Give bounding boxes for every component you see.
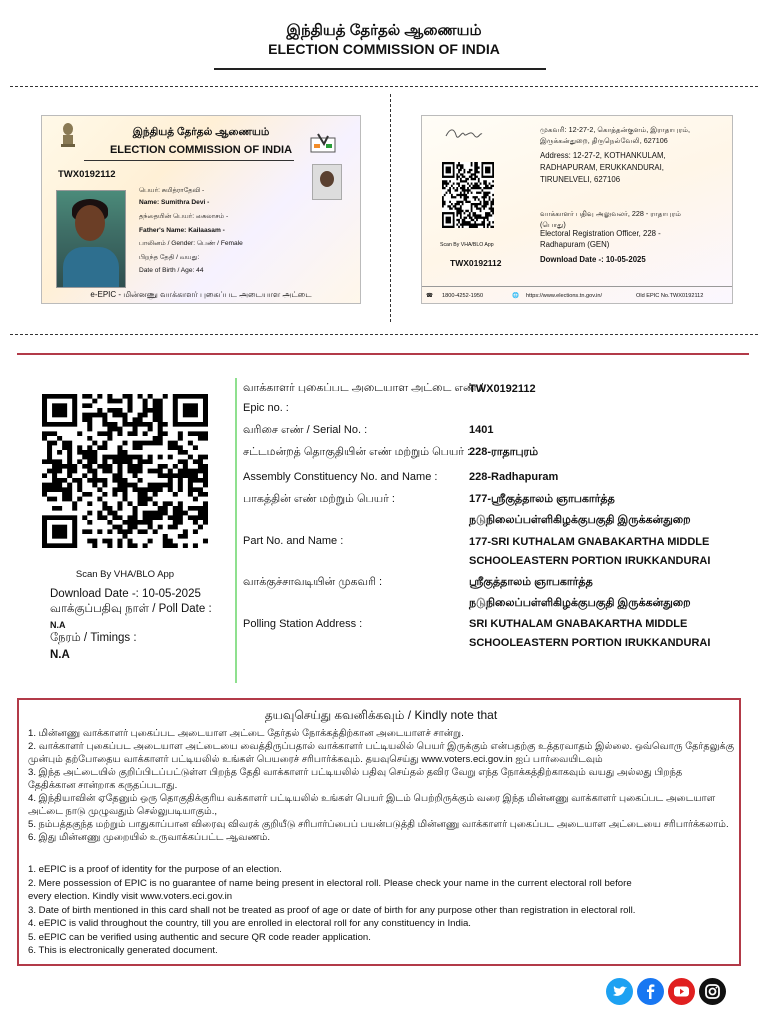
note-tamil-line: அட்டை நாடு முழுவதும் செல்லுபடியாகும்.,: [28, 806, 218, 817]
twitter-icon[interactable]: [606, 978, 633, 1005]
card-title-underline: [84, 160, 294, 161]
address-line3: TIRUNELVELI, 627106: [540, 175, 621, 184]
epic-value: TWX0192112: [469, 383, 536, 395]
card-title-tamil: இந்தியத் தேர்தல் ஆணையம்: [132, 126, 270, 138]
part-value-line2: SCHOOLEASTERN PORTION IRUKKANDURAI: [469, 555, 711, 567]
timings-label: நேரம் / Timings :: [50, 632, 137, 644]
card-scan-label: Scan By VHA/BLO App: [440, 242, 494, 248]
download-date: Download Date -: 10-05-2025: [50, 588, 201, 600]
card-qr-code[interactable]: [442, 162, 494, 228]
section-divider: [17, 353, 749, 355]
card-footer-eepic: e-EPIC - மின்னணு வாக்காளர் புகைப்பட அடையாள அட்டை: [90, 290, 312, 299]
name-english: Name: Sumithra Devi -: [139, 199, 210, 206]
card-epic-number: TWX0192112: [58, 169, 116, 180]
timings-value: N.A: [50, 649, 70, 661]
part-tamil-value-line1: 177-ஸ்ரீகுத்தாலம் ஞாபகார்த்த: [469, 493, 615, 505]
note-tamil-line: 5. நம்பத்தகுந்த மற்றும் பாதுகாப்பான விரைவு விவரக் குறியீடு சரிபார்ப்பைப் பயன்படுத்தி மின்னணு வாக்காளர் புகைப்பட அடையாள அட்டையை சரிபார்க்கலாம்.: [28, 819, 729, 830]
notes-box: [17, 698, 741, 966]
phone-icon: ☎: [426, 293, 433, 299]
note-english-line: 2. Mere possession of EPIC is no guarantee of name being present in electoral roll. Please check your name in the current electoral roll before: [28, 878, 632, 889]
note-english-line: 6. This is electronically generated document.: [28, 945, 218, 956]
card-download-date: Download Date -: 10-05-2025: [540, 255, 646, 264]
ps-tamil-value-line2: நடுநிலைப்பள்ளிகிழக்குபகுதி இருக்கன்துறை: [469, 597, 691, 609]
main-qr-code[interactable]: [42, 394, 208, 548]
note-english-line: every election. Kindly visit www.voters.eci.gov.in: [28, 891, 233, 902]
cut-line-middle: [390, 94, 391, 322]
address-tamil-line2: இருக்கன்துறை, திருநெல்வேலி, 627106: [540, 136, 668, 145]
cut-line-top: [10, 86, 758, 87]
epic-label-line2: Epic no. :: [243, 402, 289, 414]
ac-value: 228-Radhapuram: [469, 471, 559, 483]
note-tamil-line: 1. மின்னணு வாக்காளர் புகைப்பட அடையாள அட்டை தேர்தல் நோக்கத்திற்கான அடையாளச் சான்று.: [28, 728, 464, 739]
notes-title: தயவுசெய்து கவனிக்கவும் / Kindly note that: [264, 708, 498, 722]
dob-english: Date of Birth / Age: 44: [139, 267, 204, 274]
website-link[interactable]: https://www.elections.tn.gov.in/: [526, 293, 603, 299]
part-value-line1: 177-SRI KUTHALAM GNABAKARTHA MIDDLE: [469, 536, 710, 548]
ero-tamil-line1: வாக்காளர் பதிவு அலுவலர், 228 - ராதாபுரம்: [540, 209, 682, 218]
epic-card-front: [41, 115, 361, 304]
ero-line2: Radhapuram (GEN): [540, 240, 610, 249]
ac-tamil-value: 228-ராதாபுரம்: [469, 446, 539, 458]
qr-scan-label: Scan By VHA/BLO App: [75, 569, 175, 580]
note-tamil-line: முன்பும் தற்போதைய வாக்காளர் பட்டியலில் உங்கள் பெயரைச் சரிபார்க்கவும். தயவுசெய்து www.voters.eci.gov.in ஐப் பார்வையிடவும்: [28, 754, 603, 765]
serial-label: வரிசை எண் / Serial No. :: [243, 424, 368, 436]
father-name-tamil: தந்தையின் பெயர்: கைலாசம் -: [139, 213, 229, 220]
dob-tamil: பிறந்த தேதி / வயது:: [139, 254, 200, 261]
facebook-icon[interactable]: [637, 978, 664, 1005]
header-title-english: ELECTION COMMISSION OF INDIA: [268, 41, 500, 57]
eci-logo-icon: [308, 130, 338, 154]
gender: பாலினம் / Gender: பெண் / Female: [139, 240, 243, 247]
ac-label: Assembly Constituency No. and Name :: [243, 471, 438, 483]
old-epic-number: Old EPIC No.TWX0192112: [636, 293, 704, 299]
name-tamil: பெயர்: சுமித்ராதேவி -: [139, 187, 205, 194]
note-tamil-line: 2. வாக்காளர் புகைப்பட அடையாள அட்டையை வைத்திருப்பதால் வாக்காளர் பட்டியலில் பெயர் இருக்கும் என்பதற்கு உத்தரவாதம் இல்லை. ஒவ்வொரு தேர்தலுக்கு: [28, 741, 735, 752]
serial-value: 1401: [469, 424, 494, 436]
ac-tamil-label: சட்டமன்றத் தொகுதியின் எண் மற்றும் பெயர் :: [243, 446, 471, 458]
address-tamil-line1: முகவரி: 12-27-2, கொத்தன்குளம், இராதாபுரம்,: [540, 125, 691, 134]
header-underline: [214, 68, 546, 70]
card-back-epic-number: TWX0192112: [450, 258, 502, 268]
epic-card-back: [421, 115, 733, 304]
epic-label-line1: வாக்காளர் புகைப்பட அடையாள அட்டை எண் /: [243, 382, 484, 394]
part-tamil-value-line2: நடுநிலைப்பள்ளிகிழக்குபகுதி இருக்கன்துறை: [469, 514, 691, 526]
note-tamil-line: 3. இந்த அட்டையில் குறிப்பிடப்பட்டுள்ள பிறந்த தேதி வாக்காளர் பட்டியலில் பதிவு செய்தல் தவிர வேறு எந்த நோக்கத்திற்காகவும் வயது அல்லது பிறந்த: [28, 767, 683, 778]
address-line2: RADHAPURAM, ERUKKANDURAI,: [540, 163, 664, 172]
note-english-line: 5. eEPIC can be verified using authentic and secure QR code reader application.: [28, 932, 371, 943]
part-label: Part No. and Name :: [243, 535, 344, 547]
poll-date-label: வாக்குப்பதிவு நாள் / Poll Date :: [50, 603, 212, 615]
voter-photo: [56, 190, 126, 288]
note-english-line: 3. Date of birth mentioned in this card shall not be treated as proof of age or date of birth for any purpose other than registration in electoral roll.: [28, 905, 636, 916]
note-tamil-line: 6. இது மின்னணு முறையில் உருவாக்கப்பட்ட ஆவணம்.: [28, 832, 271, 843]
details-separator: [235, 378, 237, 683]
ero-line1: Electoral Registration Officer, 228 -: [540, 229, 661, 238]
father-name-english: Father's Name: Kailaasam -: [139, 227, 225, 234]
poll-date-value: N.A: [50, 620, 66, 630]
part-tamil-label: பாகத்தின் எண் மற்றும் பெயர் :: [243, 493, 395, 505]
ps-tamil-label: வாக்குச்சாவடியின் முகவரி :: [243, 576, 383, 588]
ps-tamil-value-line1: ஸ்ரீகுத்தாலம் ஞாபகார்த்த: [469, 576, 593, 588]
officer-signature-icon: [444, 126, 484, 140]
ps-label: Polling Station Address :: [243, 618, 363, 630]
address-line1: Address: 12-27-2, KOTHANKULAM,: [540, 151, 666, 160]
note-tamil-line: 4. இந்தியாவின் ஏதேனும் ஒரு தொகுதிக்குரிய வக்காளர் பட்டியலில் உங்கள் பெயர் இடம் பெற்றிருக்கும் வரை இந்த மின்னணு வாக்காளர் புகைப்பட அடையாள: [28, 793, 716, 804]
note-english-line: 1. eEPIC is a proof of identity for the purpose of an election.: [28, 864, 282, 875]
globe-icon: 🌐: [512, 293, 519, 299]
youtube-icon[interactable]: [668, 978, 695, 1005]
voter-photo-thumbnail: [312, 164, 342, 200]
ps-value-line1: SRI KUTHALAM GNABAKARTHA MIDDLE: [469, 618, 688, 630]
card-footer-divider: [422, 286, 732, 287]
note-tamil-line: தேதிக்கான சான்றாக கருதப்படாது.: [28, 780, 178, 791]
ero-tamil-line2: (பொது): [540, 220, 566, 229]
ps-value-line2: SCHOOLEASTERN PORTION IRUKKANDURAI: [469, 637, 711, 649]
helpline-number[interactable]: 1800-4252-1950: [442, 293, 484, 299]
header-title-tamil: இந்தியத் தேர்தல் ஆணையம்: [286, 22, 482, 39]
instagram-icon[interactable]: [699, 978, 726, 1005]
note-english-line: 4. eEPIC is valid throughout the country, till you are enrolled in electoral roll for any constituency in India.: [28, 918, 471, 929]
card-title-english: ELECTION COMMISSION OF INDIA: [109, 144, 293, 156]
cut-line-bottom: [10, 334, 758, 335]
